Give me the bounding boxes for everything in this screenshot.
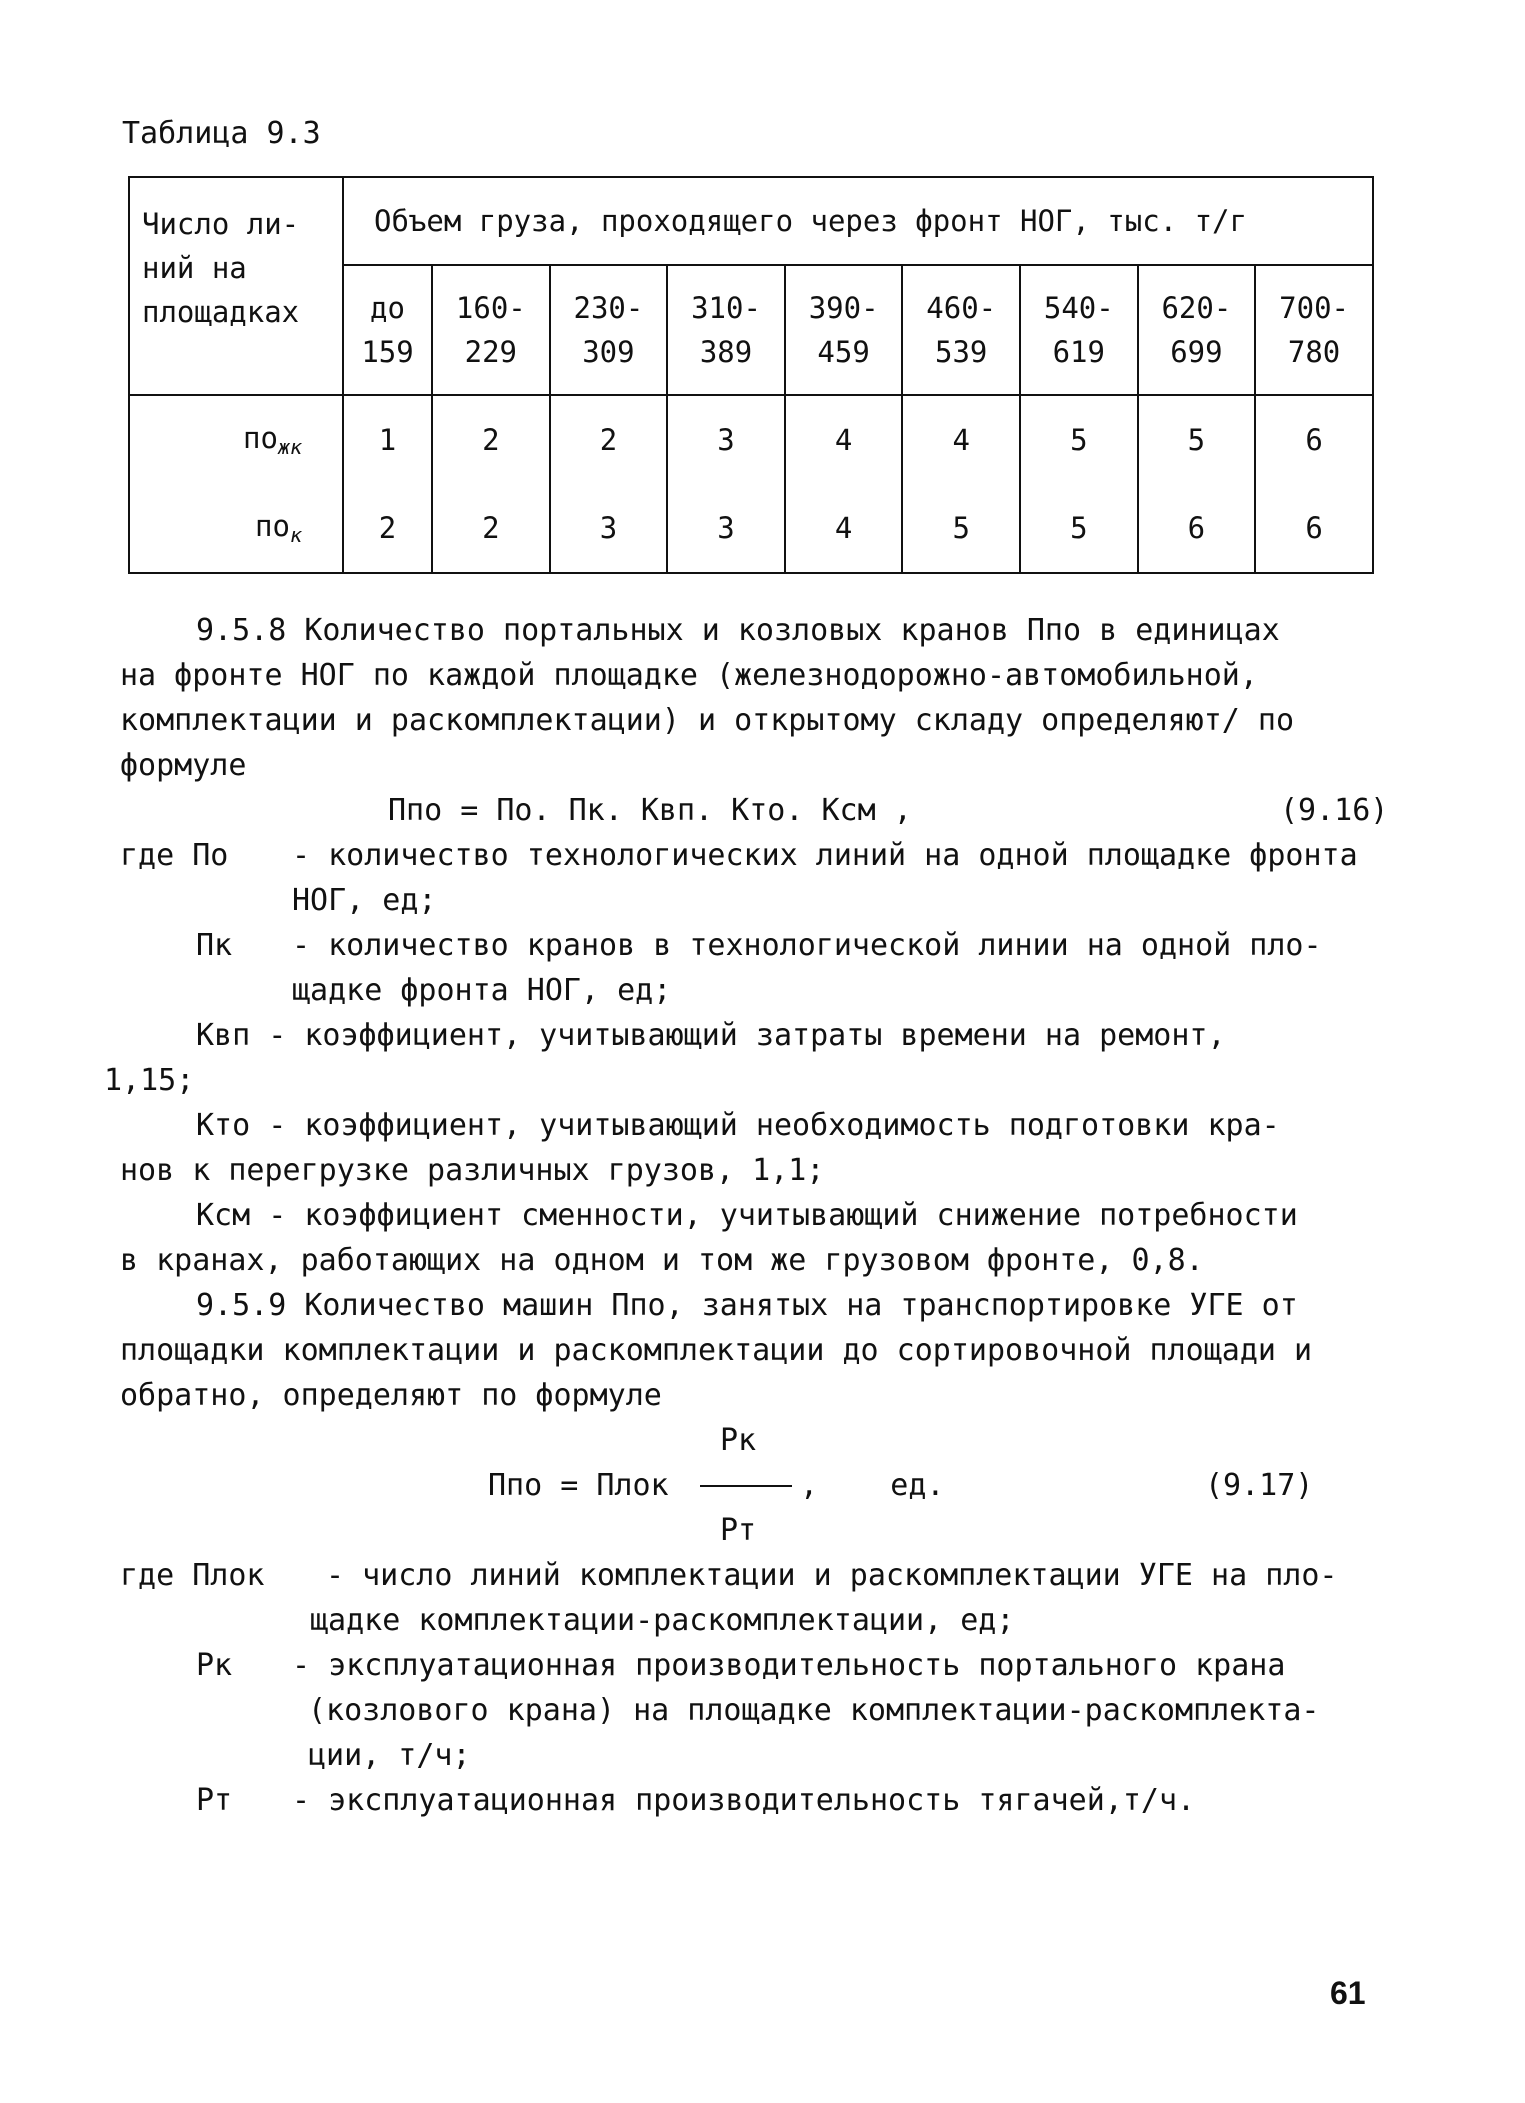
value-cell: 4	[902, 395, 1020, 484]
kto-definition-2: нов к перегрузке различных грузов, 1,1;	[120, 1153, 825, 1188]
kvp-definition-1: Квп - коэффициент, учитывающий затраты времени на ремонт,	[196, 1018, 1226, 1053]
row-label: $по_к$	[129, 484, 343, 573]
page-number: 61	[1330, 1975, 1366, 2011]
plok-definition-1: - число линий комплектации и раскомплектации УГЕ на пло-	[326, 1558, 1338, 1593]
rt-term: Рт	[196, 1783, 233, 1818]
ksm-definition-1: Ксм - коэффициент сменности, учитывающий снижение потребности	[196, 1198, 1298, 1233]
column-group-header: Объем груза, проходящего через фронт НОГ, тыс. т/г	[343, 177, 1373, 265]
pk-definition-1: - количество кранов в технологической линии на одной пло-	[292, 928, 1322, 963]
pk-definition-2: щадке фронта НОГ, ед;	[292, 973, 672, 1008]
para-959-line2: площадки комплектации и раскомплектации до сортировочной площади и	[120, 1333, 1313, 1368]
formula-9-17-left: Ппо = Плок	[488, 1468, 669, 1503]
po-definition-1: - количество технологических линий на одной площадке фронта	[292, 838, 1358, 873]
table-row	[129, 484, 1373, 573]
value-cell: 6	[1138, 484, 1256, 573]
rk-definition-3: ции, т/ч;	[308, 1738, 471, 1773]
plok-definition-2: щадке комплектации-раскомплектации, ед;	[310, 1603, 1015, 1638]
row-label: $по_{жк}$	[129, 395, 343, 484]
formula-9-17-right: , ед.	[800, 1468, 945, 1503]
table-row	[129, 395, 1373, 484]
para-958-line3: комплектации и раскомплектации) и открытому складу определяют/ по	[120, 703, 1294, 738]
rt-definition-1: - эксплуатационная производительность тягачей,т/ч.	[292, 1783, 1196, 1818]
range-cell: 230- 309	[550, 265, 668, 395]
fraction-bar	[700, 1485, 792, 1487]
value-cell: 4	[785, 484, 903, 573]
where-label-1: где По	[120, 838, 229, 873]
value-cell: 6	[1255, 395, 1373, 484]
value-cell: 2	[550, 395, 668, 484]
value-cell: 4	[785, 395, 903, 484]
para-958-line4: формуле	[120, 748, 247, 783]
value-cell: 3	[667, 395, 785, 484]
rk-definition-1: - эксплуатационная производительность портального крана	[292, 1648, 1286, 1683]
range-cell: 620- 699	[1138, 265, 1256, 395]
range-cell: 700- 780	[1255, 265, 1373, 395]
value-cell: 5	[1020, 484, 1138, 573]
para-959-line1: 9.5.9 Количество машин Ппо, занятых на транспортировке УГЕ от	[196, 1288, 1298, 1323]
value-cell: 3	[667, 484, 785, 573]
kto-definition-1: Кто - коэффициент, учитывающий необходимость подготовки кра-	[196, 1108, 1280, 1143]
formula-9-16: Ппо = По. Пк. Квп. Кто. Ксм ,	[388, 793, 912, 828]
para-958-line2: на фронте НОГ по каждой площадке (железнодорожно-автомобильной,	[120, 658, 1258, 693]
data-table	[128, 176, 1374, 574]
range-cell: 310- 389	[667, 265, 785, 395]
value-cell: 5	[902, 484, 1020, 573]
rk-term: Рк	[196, 1648, 233, 1683]
value-cell: 5	[1138, 395, 1256, 484]
table-caption: Таблица 9.3	[122, 116, 321, 151]
range-cell: до 159	[343, 265, 432, 395]
ksm-definition-2: в кранах, работающих на одном и том же грузовом фронте, 0,8.	[120, 1243, 1204, 1278]
value-cell: 2	[343, 484, 432, 573]
rk-definition-2: (козлового крана) на площадке комплектации-раскомплекта-	[308, 1693, 1320, 1728]
para-958-line1: 9.5.8 Количество портальных и козловых кранов Ппо в единицах	[196, 613, 1280, 648]
formula-9-16-number: (9.16)	[1280, 793, 1389, 828]
value-cell: 3	[550, 484, 668, 573]
value-cell: 2	[432, 395, 550, 484]
pk-term: Пк	[196, 928, 233, 963]
row-header: Число ли- ний на площадках	[129, 177, 343, 395]
para-959-line3: обратно, определяют по формуле	[120, 1378, 662, 1413]
range-cell: 160- 229	[432, 265, 550, 395]
range-cell: 390- 459	[785, 265, 903, 395]
value-cell: 2	[432, 484, 550, 573]
formula-9-17-denominator: Рт	[720, 1513, 757, 1548]
range-cell: 460- 539	[902, 265, 1020, 395]
formula-9-17-numerator: Рк	[720, 1423, 757, 1458]
kvp-definition-2: 1,15;	[104, 1063, 195, 1098]
where-label-2: где Плок	[120, 1558, 265, 1593]
range-cell: 540- 619	[1020, 265, 1138, 395]
value-cell: 1	[343, 395, 432, 484]
formula-9-17-number: (9.17)	[1205, 1468, 1314, 1503]
po-definition-2: НОГ, ед;	[292, 883, 437, 918]
value-cell: 6	[1255, 484, 1373, 573]
value-cell: 5	[1020, 395, 1138, 484]
